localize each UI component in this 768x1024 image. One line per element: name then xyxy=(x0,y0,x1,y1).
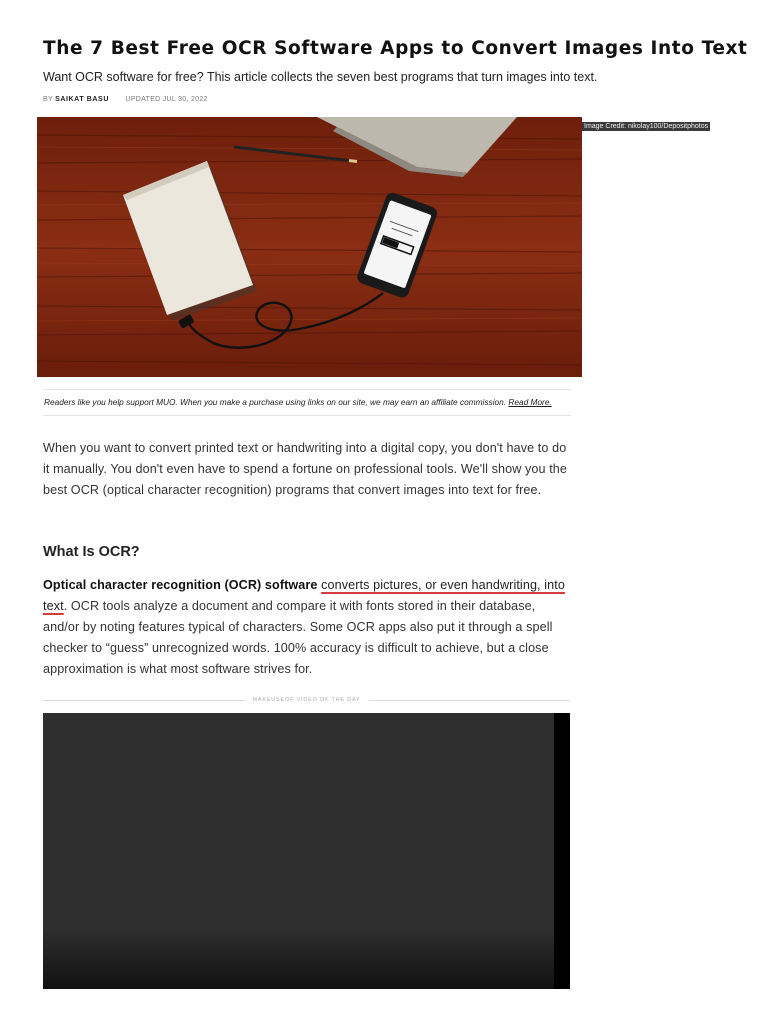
video-label-text: MAKEUSEOF VIDEO OF THE DAY xyxy=(252,697,361,703)
ocr-definition-link[interactable]: converts pictures, or even handwriting, into text xyxy=(43,578,565,613)
ocr-paragraph-rest: . OCR tools analyze a document and compare it with fonts stored in their database, and/or by noting features typical of characters. Some OCR apps also put it through a spell checker to “guess” unrecognized words. 100% accuracy is difficult to achieve, but a close approximation is what most software strives for. xyxy=(43,599,553,676)
article-subtitle: Want OCR software for free? This article collects the seven best programs that turn images into text. xyxy=(43,70,598,84)
hero-image xyxy=(37,117,582,377)
intro-paragraph: When you want to convert printed text or handwriting into a digital copy, you don't have to do it manually. You don't even have to spend a fortune on professional tools. We'll show you the best OCR (optical character recognition) programs that convert images into text for free. xyxy=(43,441,568,497)
affiliate-text: Readers like you help support MUO. When you make a purchase using links on our site, we may earn an affiliate commission. xyxy=(44,397,507,407)
read-more-link[interactable]: Read More. xyxy=(508,397,552,407)
by-label: BY xyxy=(43,96,53,103)
video-player[interactable] xyxy=(43,713,570,989)
ocr-paragraph xyxy=(43,575,573,680)
video-screen[interactable] xyxy=(43,713,554,989)
author-link[interactable]: SAIKAT BASU xyxy=(55,96,109,103)
byline xyxy=(43,96,208,103)
ocr-bold-term: Optical character recognition (OCR) software xyxy=(43,578,318,592)
video-label xyxy=(43,697,570,703)
section-heading: What Is OCR? xyxy=(43,544,140,560)
image-credit: Image Credit: nikolay100/Depositphotos xyxy=(584,123,709,130)
article-title: The 7 Best Free OCR Software Apps to Convert Images Into Text xyxy=(43,38,748,59)
divider-right xyxy=(369,700,571,701)
affiliate-disclosure xyxy=(43,389,571,416)
divider-left xyxy=(43,700,245,701)
updated-date: UPDATED JUL 30, 2022 xyxy=(125,96,208,103)
